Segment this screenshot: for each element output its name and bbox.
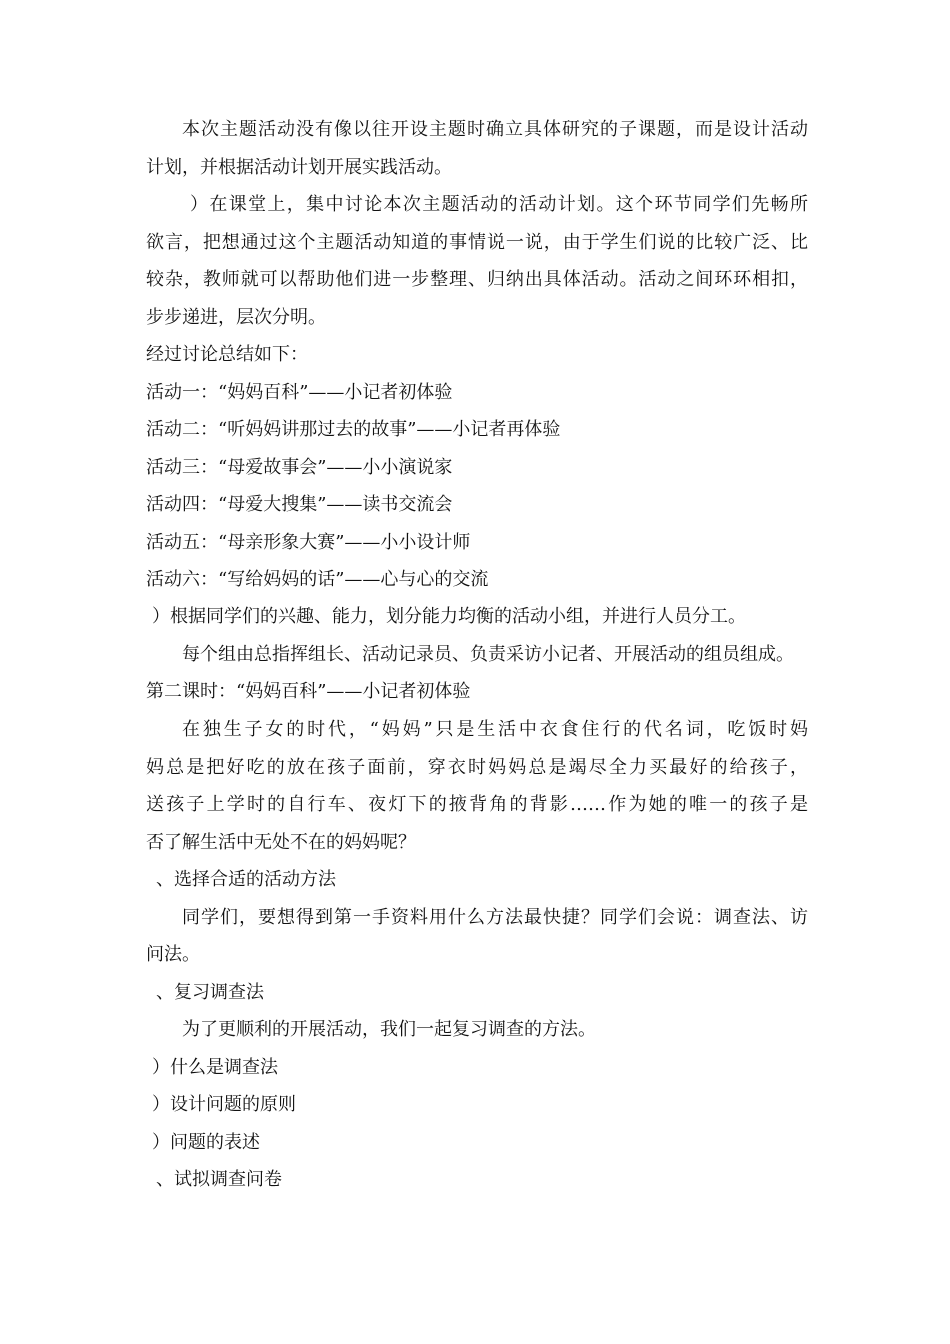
paragraph-line: 送孩子上学时的自行车、夜灯下的掖背角的背影……作为她的唯一的孩子是: [146, 794, 808, 815]
activity-item: 活动二：“听妈妈讲那过去的故事”——小记者再体验: [146, 419, 561, 440]
activity-item: 活动三：“母爱故事会”——小小演说家: [146, 457, 453, 478]
paragraph-line: 问法。: [146, 944, 200, 965]
activity-item: 活动一：“妈妈百科”——小记者初体验: [146, 382, 453, 403]
paragraph-line: 每个组由总指挥组长、活动记录员、负责采访小记者、开展活动的组员组成。: [182, 644, 794, 665]
subsection-heading: 、复习调查法: [156, 982, 264, 1003]
paragraph-line: ）在课堂上，集中讨论本次主题活动的活动计划。这个环节同学们先畅所: [190, 194, 808, 215]
paragraph-line: 步步递进，层次分明。: [146, 307, 326, 328]
activity-item: 活动四：“母爱大搜集”——读书交流会: [146, 494, 453, 515]
list-item: ）设计问题的原则: [152, 1094, 296, 1115]
list-item: ）什么是调查法: [152, 1057, 278, 1078]
subsection-heading: 、选择合适的活动方法: [156, 869, 336, 890]
paragraph-line: 妈总是把好吃的放在孩子面前，穿衣时妈妈总是竭尽全力买最好的给孩子，: [146, 757, 808, 778]
paragraph-line: 计划，并根据活动计划开展实践活动。: [146, 157, 452, 178]
paragraph-line: 否了解生活中无处不在的妈妈呢？: [146, 832, 416, 853]
section-heading: 第二课时：“妈妈百科”——小记者初体验: [146, 681, 471, 702]
summary-heading: 经过讨论总结如下：: [146, 344, 308, 365]
activity-item: 活动五：“母亲形象大赛”——小小设计师: [146, 532, 471, 553]
paragraph-line: 本次主题活动没有像以往开设主题时确立具体研究的子课题，而是设计活动: [182, 119, 808, 140]
activity-item: 活动六：“写给妈妈的话”——心与心的交流: [146, 569, 489, 590]
paragraph-line: 较杂，教师就可以帮助他们进一步整理、归纳出具体活动。活动之间环环相扣，: [146, 269, 808, 290]
paragraph-line: 同学们，要想得到第一手资料用什么方法最快捷？同学们会说：调查法、访: [182, 907, 808, 928]
paragraph-line: 在独生子女的时代，“妈妈”只是生活中衣食住行的代名词，吃饭时妈: [182, 719, 808, 740]
list-item: ）问题的表述: [152, 1132, 260, 1153]
paragraph-line: 欲言，把想通过这个主题活动知道的事情说一说，由于学生们说的比较广泛、比: [146, 232, 808, 253]
paragraph-line: 为了更顺利的开展活动，我们一起复习调查的方法。: [182, 1019, 596, 1040]
subsection-heading: 、试拟调查问卷: [156, 1169, 282, 1190]
paragraph-line: ）根据同学们的兴趣、能力，划分能力均衡的活动小组，并进行人员分工。: [152, 606, 746, 627]
